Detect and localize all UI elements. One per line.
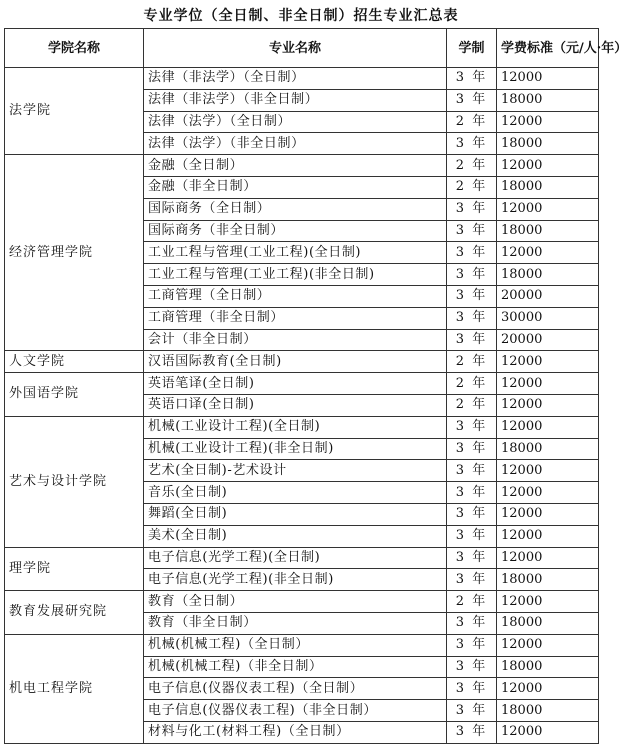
major-name-cell: 机械(机械工程)（全日制） <box>144 634 447 656</box>
fee-cell: 12000 <box>497 503 599 525</box>
major-name-cell: 机械(工业设计工程)(全日制) <box>144 416 447 438</box>
table-body <box>5 68 599 744</box>
fee-cell: 12000 <box>497 394 599 416</box>
fee-cell: 20000 <box>497 329 599 351</box>
major-name-cell: 电子信息(光学工程)(非全日制) <box>144 569 447 591</box>
fee-cell: 12000 <box>497 198 599 220</box>
fee-cell: 18000 <box>497 656 599 678</box>
fee-cell: 12000 <box>497 547 599 569</box>
duration-cell: 3 年 <box>447 569 497 591</box>
duration-cell: 3 年 <box>447 503 497 525</box>
header-row <box>5 29 599 68</box>
duration-cell: 3 年 <box>447 460 497 482</box>
duration-cell: 2 年 <box>447 155 497 177</box>
college-name-cell: 教育发展研究院 <box>5 591 144 635</box>
college-name-cell: 人文学院 <box>5 351 144 373</box>
fee-cell: 12000 <box>497 721 599 743</box>
college-name-cell: 外国语学院 <box>5 373 144 417</box>
header-major: 专业名称 <box>144 29 447 68</box>
duration-cell: 3 年 <box>447 547 497 569</box>
fee-cell: 12000 <box>497 111 599 133</box>
duration-cell: 3 年 <box>447 307 497 329</box>
fee-cell: 18000 <box>497 438 599 460</box>
college-name-cell: 经济管理学院 <box>5 155 144 351</box>
major-name-cell: 工商管理（非全日制） <box>144 307 447 329</box>
duration-cell: 3 年 <box>447 89 497 111</box>
major-name-cell: 英语笔译(全日制) <box>144 373 447 395</box>
duration-cell: 3 年 <box>447 198 497 220</box>
fee-cell: 12000 <box>497 591 599 613</box>
major-name-cell: 电子信息(光学工程)(全日制) <box>144 547 447 569</box>
major-name-cell: 材料与化工(材料工程)（全日制） <box>144 721 447 743</box>
fee-cell: 12000 <box>497 242 599 264</box>
duration-cell: 3 年 <box>447 285 497 307</box>
major-name-cell: 工商管理（全日制） <box>144 285 447 307</box>
header-duration: 学制 <box>447 29 497 68</box>
major-name-cell: 机械(机械工程)（非全日制） <box>144 656 447 678</box>
fee-cell: 18000 <box>497 133 599 155</box>
major-name-cell: 美术(全日制) <box>144 525 447 547</box>
duration-cell: 3 年 <box>447 416 497 438</box>
major-name-cell: 国际商务（非全日制） <box>144 220 447 242</box>
major-name-cell: 法律（非法学）（非全日制） <box>144 89 447 111</box>
table-row <box>5 373 599 395</box>
duration-cell: 3 年 <box>447 264 497 286</box>
fee-cell: 12000 <box>497 351 599 373</box>
duration-cell: 3 年 <box>447 329 497 351</box>
major-name-cell: 教育（全日制） <box>144 591 447 613</box>
duration-cell: 3 年 <box>447 612 497 634</box>
duration-cell: 3 年 <box>447 678 497 700</box>
major-name-cell: 会计（非全日制） <box>144 329 447 351</box>
fee-cell: 12000 <box>497 373 599 395</box>
duration-cell: 3 年 <box>447 525 497 547</box>
duration-cell: 2 年 <box>447 176 497 198</box>
duration-cell: 2 年 <box>447 591 497 613</box>
major-name-cell: 法律（非法学）（全日制） <box>144 68 447 90</box>
header-fee: 学费标准（元/人·年） <box>497 29 599 68</box>
duration-cell: 3 年 <box>447 438 497 460</box>
duration-cell: 3 年 <box>447 242 497 264</box>
table-row <box>5 634 599 656</box>
major-name-cell: 金融（全日制） <box>144 155 447 177</box>
fee-cell: 12000 <box>497 460 599 482</box>
duration-cell: 3 年 <box>447 721 497 743</box>
fee-cell: 12000 <box>497 678 599 700</box>
major-name-cell: 金融（非全日制） <box>144 176 447 198</box>
table-row <box>5 155 599 177</box>
table-row <box>5 416 599 438</box>
header-college: 学院名称 <box>5 29 144 68</box>
table-row <box>5 547 599 569</box>
fee-cell: 18000 <box>497 89 599 111</box>
fee-cell: 18000 <box>497 176 599 198</box>
fee-cell: 18000 <box>497 220 599 242</box>
major-name-cell: 法律（法学）（全日制） <box>144 111 447 133</box>
major-name-cell: 音乐(全日制) <box>144 482 447 504</box>
fee-cell: 20000 <box>497 285 599 307</box>
duration-cell: 3 年 <box>447 133 497 155</box>
duration-cell: 3 年 <box>447 482 497 504</box>
college-name-cell: 法学院 <box>5 68 144 155</box>
major-name-cell: 教育（非全日制） <box>144 612 447 634</box>
duration-cell: 2 年 <box>447 351 497 373</box>
major-name-cell: 工业工程与管理(工业工程)(非全日制) <box>144 264 447 286</box>
major-name-cell: 电子信息(仪器仪表工程)（非全日制） <box>144 700 447 722</box>
major-name-cell: 艺术(全日制)-艺术设计 <box>144 460 447 482</box>
fee-cell: 18000 <box>497 264 599 286</box>
duration-cell: 3 年 <box>447 220 497 242</box>
duration-cell: 2 年 <box>447 394 497 416</box>
table-title: 专业学位（全日制、非全日制）招生专业汇总表 <box>143 8 459 24</box>
program-table <box>4 28 627 744</box>
fee-cell: 12000 <box>497 634 599 656</box>
major-name-cell: 工业工程与管理(工业工程)(全日制) <box>144 242 447 264</box>
major-name-cell: 国际商务（全日制） <box>144 198 447 220</box>
fee-cell: 12000 <box>497 482 599 504</box>
fee-cell: 18000 <box>497 569 599 591</box>
duration-cell: 2 年 <box>447 373 497 395</box>
fee-cell: 18000 <box>497 612 599 634</box>
college-name-cell: 机电工程学院 <box>5 634 144 743</box>
table-row <box>5 591 599 613</box>
table-row <box>5 68 599 90</box>
fee-cell: 30000 <box>497 307 599 329</box>
fee-cell: 12000 <box>497 155 599 177</box>
fee-cell: 18000 <box>497 700 599 722</box>
fee-cell: 12000 <box>497 68 599 90</box>
major-name-cell: 汉语国际教育(全日制) <box>144 351 447 373</box>
college-name-cell: 艺术与设计学院 <box>5 416 144 547</box>
college-name-cell: 理学院 <box>5 547 144 591</box>
major-name-cell: 英语口译(全日制) <box>144 394 447 416</box>
major-name-cell: 机械(工业设计工程)(非全日制) <box>144 438 447 460</box>
duration-cell: 3 年 <box>447 656 497 678</box>
major-name-cell: 法律（法学）（非全日制） <box>144 133 447 155</box>
major-name-cell: 电子信息(仪器仪表工程)（全日制） <box>144 678 447 700</box>
table-row <box>5 351 599 373</box>
fee-cell: 12000 <box>497 416 599 438</box>
duration-cell: 3 年 <box>447 700 497 722</box>
duration-cell: 3 年 <box>447 68 497 90</box>
duration-cell: 2 年 <box>447 111 497 133</box>
fee-cell: 12000 <box>497 525 599 547</box>
major-name-cell: 舞蹈(全日制) <box>144 503 447 525</box>
duration-cell: 3 年 <box>447 634 497 656</box>
